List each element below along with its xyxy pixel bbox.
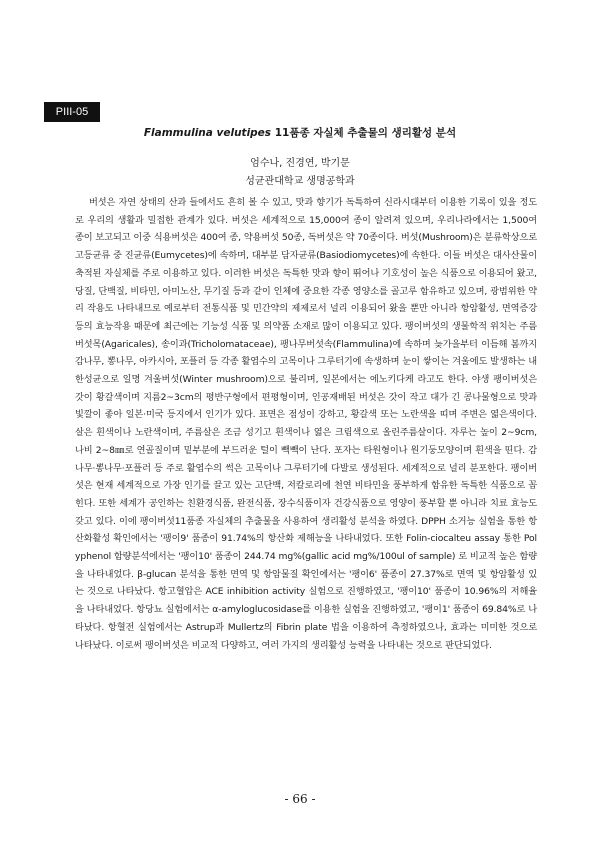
authors: 엄수나, 진경연, 박기문 (250, 158, 350, 169)
affiliation: 성균관대학교 생명공학과 (245, 176, 355, 187)
paper-title (0, 125, 600, 140)
section-code-badge: PIII-05 (44, 102, 100, 122)
abstract-body: 버섯은 자연 상태의 산과 들에서도 흔히 볼 수 있고, 맛과 향기가 독특하여 신라시대부터 이용한 기록이 있을 정도로 우리의 생활과 밀접한 관계가 있다. 버섯은 세계적으로 15,000여 종이 알려져 있으며, 우리나라에서는 1,500여 종이 보고되고 이중 식용버섯은 400여 종, 약용버섯 50종, 독버섯은 약 70종이다. 버섯(Mushroom)은 분류학상으로 고등균류 중 진균류(Eumycetes)에 속하며, 대부분 담자균류(Basiodiomycetes)에 속한다. 이들 버섯은 대사산물이 축적된 자실체를 주로 이용하고 있다. 이러한 버섯은 독특한 맛과 향이 뛰어나 기호성이 높은 식품으로 이용되어 왔고, 당질, 단백질, 비타민, 아미노산, 무기질 등과 같이 인체에 중요한 각종 영양소를 골고루 함유하고 있으며, 광범위한 약리 작용도 나타내므로 예로부터 전통식품 및 민간약의 제제로서 널리 이용되어 왔을 뿐만 아니라 항암활성, 면역증강 등의 효능작용 때문에 최근에는 기능성 식품 및 의약품 소재로 많이 이용되고 있다. 팽이버섯의 생물학적 위치는 주름버섯목(Agaricales), 송이과(Tricholomataceae), 팽나무버섯속(Flammulina)에 속하며 늦가을부터 이듬해 봄까지 감나무, 뽕나무, 아카시아, 포플러 등 각종 활엽수의 고목이나 그루터기에 속생하며 눈이 쌓이는 겨울에도 발생하는 내한성균으로 일명 겨울버섯(Winter mushroom)으로 불리며, 일본에서는 에노키다케 라고도 한다. 야생 팽이버섯은 갓이 황갈색이며 지름2~3cm의 평반구형에서 편평형이며, 인공재배된 버섯은 갓이 작고 대가 긴 콩나물형으로 맛과 빛깔이 좋아 일본·미국 등지에서 인기가 있다. 표면은 점성이 강하고, 황갈색 또는 노란색을 띠며 주변은 엷은색이다. 살은 흰색이나 노란색이며, 주름살은 조금 성기고 흰색이나 엷은 크림색으로 올린주름살이다. 자루는 높이 2~9cm, 나비 2~8㎜로 연골질이며 밑부분에 부드러운 털이 빽빽이 난다. 포자는 타원형이나 원기둥모양이며 흰색을 띤다. 감나무·뽕나무·포플러 등 주로 활엽수의 썩은 고목이나 그루터기에 다발로 생성된다. 세계적으로 널리 분포한다. 팽이버섯은 현재 세계적으로 가장 인기를 끌고 있는 고단백, 저칼로리에 천연 비타민을 풍부하게 함유한 독특한 식품으로 꼽힌다. 또한 세계가 공인하는 친환경식품, 완전식품, 장수식품이자 건강식품으로 영양이 풍부할 뿐 아니라 치료 효능도 갖고 있다. 이에 팽이버섯11품종 자실체의 추출물을 사용하여 생리활성 분석을 하였다. DPPH 소거능 실험을 통한 항산화활성 확인에서는 '팽이9' 품종이 91.74%의 항산화 제해능을 나타내었다. 또한 Folin-ciocalteu assay 통한 Polyphenol 함량분석에서는 '팽이10' 품종이 244.74 mg%(gallic acid mg%/100ul of sample) 로 비교적 높은 함량을 나타내었다. β-glucan 분석을 통한 면역 및 항암물질 확인에서는 '팽이6' 품종이 27.37%로 면역 및 항암활성 있는 것으로 나타났다. 항고혈압은 ACE inhibition activity 실험으로 진행하였고, '팽이10' 품종이 10.96%의 저해율을 나타내었다. 항당뇨 실험에서는 α-amyloglucosidase를 이용한 실험을 진행하였고, '팽이1' 품종이 69.84%로 나타났다. 항혈전 실험에서는 Astrup과 Mullertz의 Fibrin plate 법을 이용하여 측정하였으나, 효과는 미미한 것으로 나타났다. 이로써 팽이버섯은 비교적 다양하고, 여러 가지의 생리활성 능력을 나타내는 것으로 판단되었다. (75, 197, 537, 651)
title-text: 11품종 자실체 추출물의 생리활성 분석 (271, 127, 457, 139)
page-number: - 66 - (284, 792, 316, 806)
title-species-name: Flammulina velutipes (143, 127, 272, 139)
